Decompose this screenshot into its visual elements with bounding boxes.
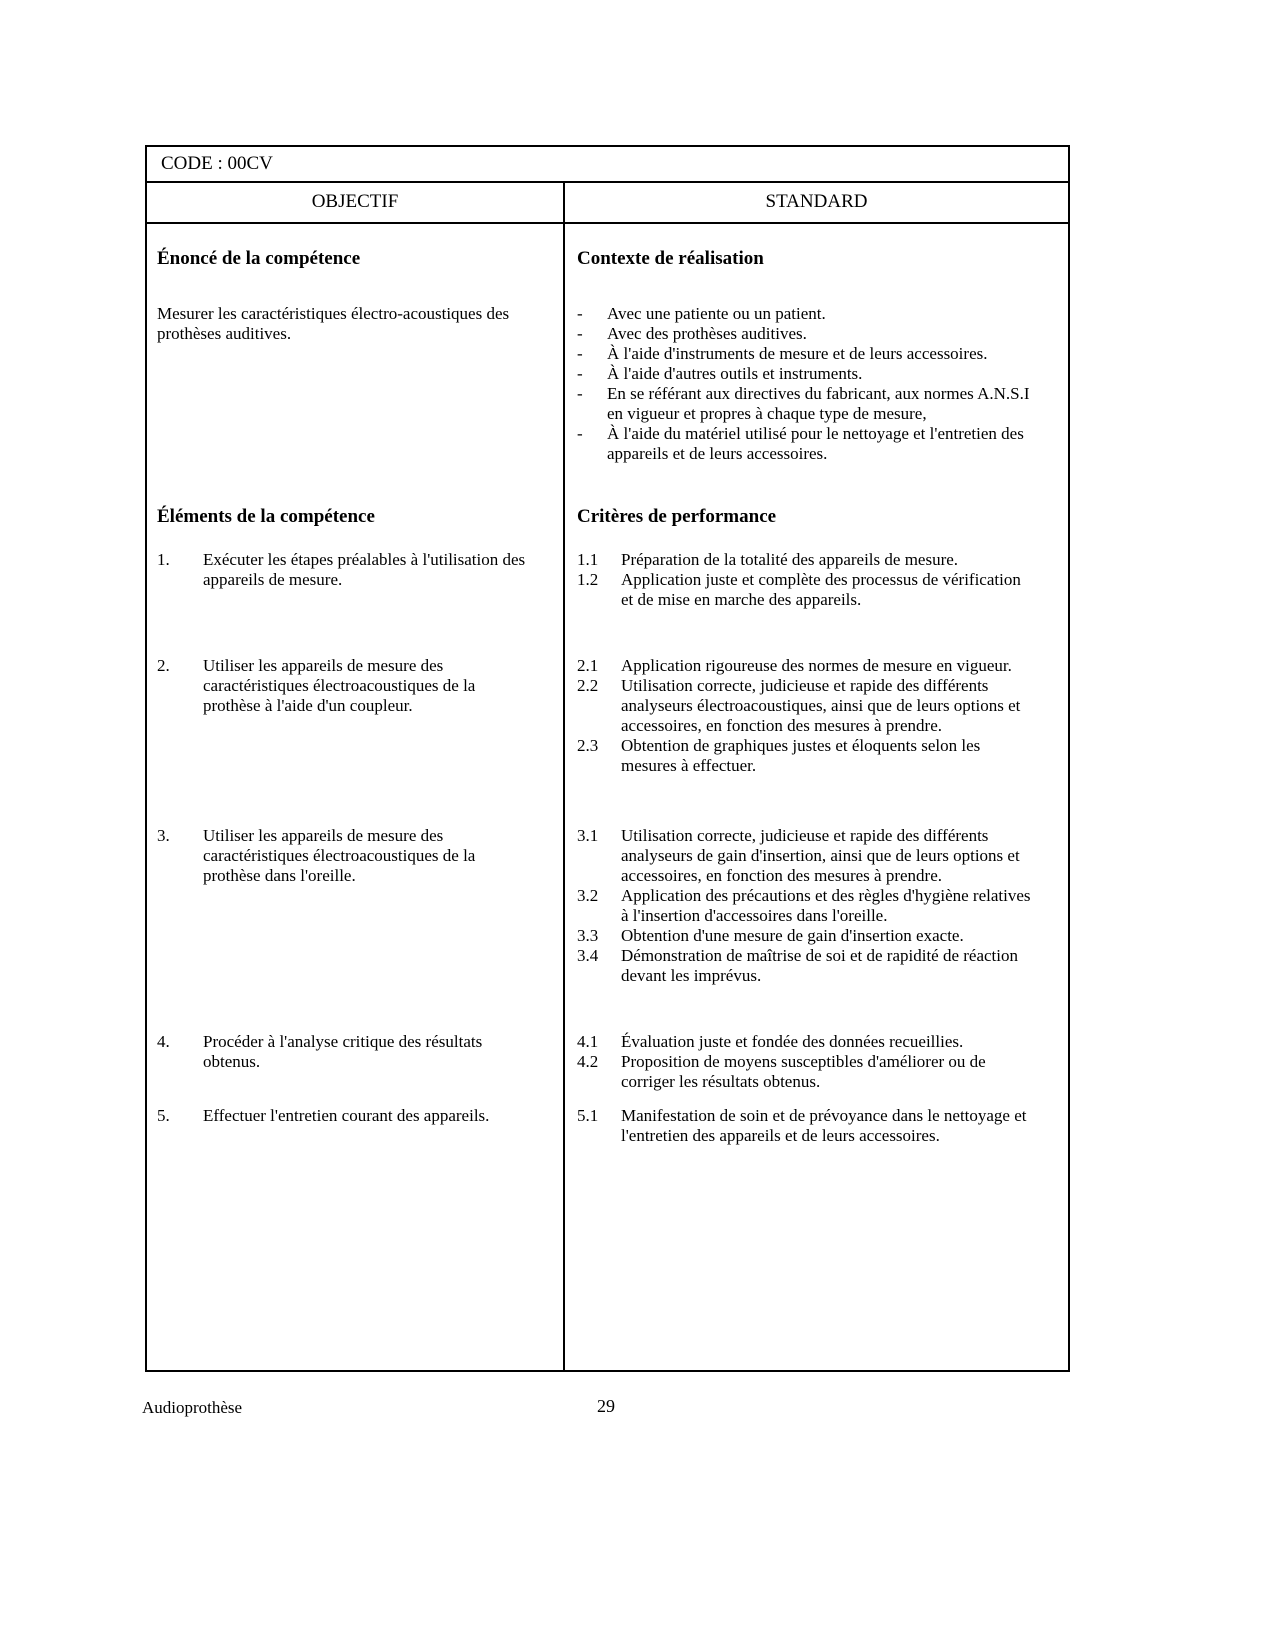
element-row-5 (147, 1092, 1068, 1146)
context-bullet (577, 324, 1032, 344)
table-filler-row (147, 1146, 1068, 1370)
criterion-item (577, 550, 1032, 570)
criterion-text: Utilisation correcte, judicieuse et rapide des différents analyseurs électroacoustiques, ainsi que de leurs options et accessoires, en fonction des mesures à prendre. (621, 676, 1021, 735)
criterion-text: Application des précautions et des règles d'hygiène relatives à l'insertion d'accessoires dans l'oreille. (621, 886, 1031, 925)
context-bullet (577, 304, 1032, 324)
criterion-item (577, 946, 1032, 986)
section1-content-row (147, 270, 1068, 464)
criterion-item (577, 1106, 1032, 1146)
bullet-text: À l'aide d'instruments de mesure et de leurs accessoires. (607, 344, 988, 363)
criterion-text: Application rigoureuse des normes de mesure en vigueur. (621, 656, 1012, 675)
element-text: Utiliser les appareils de mesure des caractéristiques électroacoustiques de la prothèse dans l'oreille. (203, 826, 476, 885)
criterion-text: Application juste et complète des processus de vérification et de mise en marche des appareils. (621, 570, 1021, 609)
criterion-item (577, 1032, 1032, 1052)
criterion-item (577, 826, 1032, 886)
column-header-objectif: OBJECTIF (147, 183, 565, 222)
elements-competence-title: Éléments de la compétence (157, 506, 375, 527)
footer-document-title: Audioprothèse (142, 1398, 243, 1417)
criterion-number: 3.3 (577, 926, 599, 945)
criterion-text: Proposition de moyens susceptibles d'améliorer ou de corriger les résultats obtenus. (621, 1052, 986, 1091)
context-bullet (577, 424, 1032, 464)
table-body (147, 224, 1068, 1370)
criterion-item (577, 736, 1032, 776)
element-number: 2. (157, 656, 170, 675)
element-number: 1. (157, 550, 170, 569)
criterion-number: 2.1 (577, 656, 599, 675)
criterion-number: 3.2 (577, 886, 599, 905)
element-item (157, 1032, 533, 1072)
criterion-item (577, 886, 1032, 926)
bullet-text: Avec une patiente ou un patient. (607, 304, 826, 323)
context-bullet (577, 364, 1032, 384)
bullet-dash: - (577, 384, 583, 403)
criterion-text: Démonstration de maîtrise de soi et de rapidité de réaction devant les imprévus. (621, 946, 1019, 985)
code-row (147, 147, 1068, 183)
element-text: Exécuter les étapes préalables à l'utilisation des appareils de mesure. (203, 550, 526, 589)
criterion-item (577, 1052, 1032, 1092)
criterion-item (577, 656, 1032, 676)
criterion-number: 1.2 (577, 570, 599, 589)
bullet-text: À l'aide d'autres outils et instruments. (607, 364, 863, 383)
element-item (157, 656, 533, 716)
criterion-number: 4.1 (577, 1032, 599, 1051)
criterion-number: 4.2 (577, 1052, 599, 1071)
column-header-row (147, 183, 1068, 224)
criterion-number: 2.3 (577, 736, 599, 755)
criterion-text: Obtention de graphiques justes et éloquents selon les mesures à effectuer. (621, 736, 981, 775)
bullet-dash: - (577, 424, 583, 443)
criterion-number: 1.1 (577, 550, 599, 569)
element-number: 5. (157, 1106, 170, 1125)
section1-title-row (147, 224, 1068, 270)
competence-statement: Mesurer les caractéristiques électro-acoustiques des prothèses auditives. (157, 304, 510, 343)
criterion-text: Utilisation correcte, judicieuse et rapide des différents analyseurs de gain d'insertion, ainsi que de leurs options et accessoires, en fonction des mesures à prendre. (621, 826, 1020, 885)
element-row-3 (147, 776, 1068, 986)
criterion-number: 3.4 (577, 946, 599, 965)
bullet-dash: - (577, 364, 583, 383)
criterion-text: Manifestation de soin et de prévoyance dans le nettoyage et l'entretien des appareils et de leurs accessoires. (621, 1106, 1027, 1145)
element-number: 4. (157, 1032, 170, 1051)
context-bullet (577, 384, 1032, 424)
element-number: 3. (157, 826, 170, 845)
criterion-number: 3.1 (577, 826, 599, 845)
criterion-item (577, 926, 1032, 946)
criterion-text: Préparation de la totalité des appareils de mesure. (621, 550, 959, 569)
column-header-standard: STANDARD (765, 191, 868, 212)
criterion-text: Évaluation juste et fondée des données recueillies. (621, 1032, 964, 1051)
element-item (157, 1106, 533, 1126)
element-text: Procéder à l'analyse critique des résultats obtenus. (203, 1032, 483, 1071)
criterion-text: Obtention d'une mesure de gain d'insertion exacte. (621, 926, 964, 945)
element-text: Effectuer l'entretien courant des appareils. (203, 1106, 490, 1125)
context-bullet (577, 344, 1032, 364)
bullet-text: À l'aide du matériel utilisé pour le nettoyage et l'entretien des appareils et de leurs accessoires. (607, 424, 1024, 463)
bullet-text: En se référant aux directives du fabricant, aux normes A.N.S.I en vigueur et propres à chaque type de mesure, (607, 384, 1030, 423)
code-label: CODE : 00CV (161, 153, 273, 174)
element-row-1 (147, 528, 1068, 610)
element-row-2 (147, 610, 1068, 776)
bullet-dash: - (577, 324, 583, 343)
footer-page-number: 29 (597, 1396, 615, 1416)
bullet-dash: - (577, 344, 583, 363)
enonce-competence-title: Énoncé de la compétence (157, 248, 361, 269)
criterion-number: 2.2 (577, 676, 599, 695)
bullet-dash: - (577, 304, 583, 323)
competency-table (145, 145, 1070, 1372)
contexte-realisation-title: Contexte de réalisation (577, 248, 764, 269)
element-item (157, 826, 533, 886)
element-item (157, 550, 533, 590)
criterion-item (577, 570, 1032, 610)
criteres-performance-title: Critères de performance (577, 506, 777, 527)
element-text: Utiliser les appareils de mesure des caractéristiques électroacoustiques de la prothèse à l'aide d'un coupleur. (203, 656, 476, 715)
section2-title-row (147, 464, 1068, 528)
criterion-item (577, 676, 1032, 736)
criterion-number: 5.1 (577, 1106, 599, 1125)
bullet-text: Avec des prothèses auditives. (607, 324, 807, 343)
element-row-4 (147, 986, 1068, 1092)
